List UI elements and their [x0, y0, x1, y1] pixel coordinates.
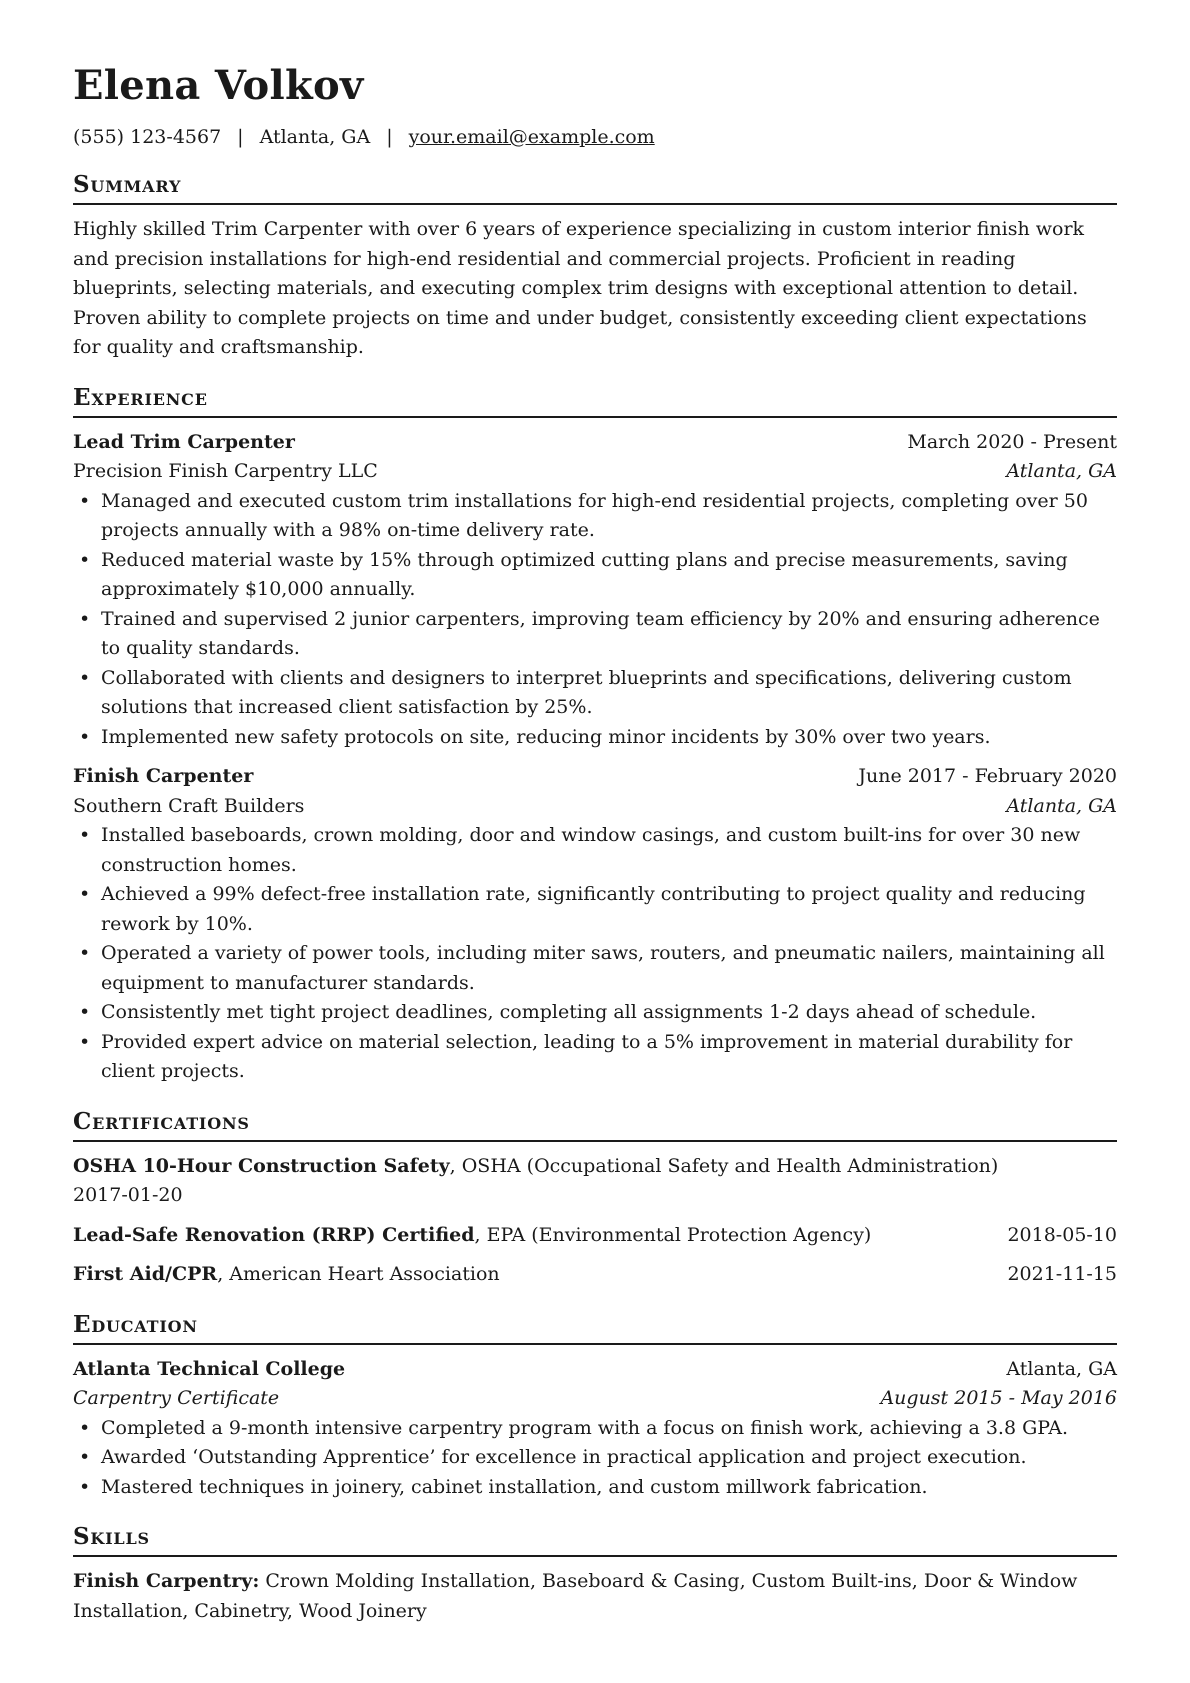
job-location: Atlanta, GA: [1006, 460, 1117, 482]
job-dates: June 2017 - February 2020: [858, 765, 1117, 787]
job-bullets: [73, 487, 1117, 753]
list-item: • Operated a variety of power tools, including miter saws, routers, and pneumatic nailers, maintaining all equipment to manufacturer standards.: [73, 939, 1117, 998]
list-item: • Managed and executed custom trim installations for high-end residential projects, completing over 50 projects annually with a 98% on-time delivery rate.: [73, 487, 1117, 546]
job-dates: March 2020 - Present: [907, 430, 1117, 453]
job-entry: [73, 428, 1117, 753]
list-item: • Mastered techniques in joinery, cabinet installation, and custom millwork fabrication.: [73, 1473, 1117, 1503]
list-item: • Consistently met tight project deadlines, completing all assignments 1-2 days ahead of schedule.: [73, 998, 1117, 1028]
skills-label: Finish Carpentry:: [73, 1570, 260, 1592]
certification-entry: [73, 1260, 1117, 1290]
list-item: • Reduced material waste by 15% through optimized cutting plans and precise measurements, saving approximately $10,000 annually.: [73, 546, 1117, 605]
list-item: • Installed baseboards, crown molding, door and window casings, and custom built-ins for over 30 new construction homes.: [73, 821, 1117, 880]
summary-text: Highly skilled Trim Carpenter with over 6 years of experience specializing in custom interior finish work and precision installations for high-end residential and commercial projects. Proficient in reading blueprints, selecting materials, and executing complex trim designs with exceptional attention to detail. Proven ability to complete projects on time and under budget, consistently exceeding client expectations for quality and craftsmanship.: [73, 218, 1087, 358]
cert-date: 2021-11-15: [1007, 1263, 1117, 1285]
education-dates: August 2015 - May 2016: [880, 1387, 1117, 1409]
list-item: • Implemented new safety protocols on site, reducing minor incidents by 30% over two years.: [73, 723, 1117, 753]
cert-date: 2018-05-10: [1007, 1223, 1117, 1246]
section-title-certifications: Certifications: [73, 1107, 1117, 1142]
list-item: • Provided expert advice on material selection, leading to a 5% improvement in material durability for client projects.: [73, 1028, 1117, 1087]
list-item: • Collaborated with clients and designers to interpret blueprints and specifications, delivering custom solutions that increased client satisfaction by 25%.: [73, 664, 1117, 723]
list-item: • Achieved a 99% defect-free installation rate, significantly contributing to project quality and reducing rework by 10%.: [73, 880, 1117, 939]
job-role: Finish Carpenter: [73, 765, 254, 787]
school-name: Atlanta Technical College: [73, 1357, 346, 1380]
skills-entry: [73, 1567, 1117, 1626]
cert-name: OSHA 10-Hour Construction Safety: [73, 1154, 450, 1177]
section-title-education: Education: [73, 1310, 1117, 1345]
cert-issuer: , American Heart Association: [217, 1263, 500, 1285]
skills-text: Crown Molding Installation, Baseboard & Casing, Custom Built-ins, Door & Window Installation, Cabinetry, Wood Joinery: [73, 1570, 1078, 1622]
contact-line: [73, 124, 1117, 150]
job-bullets: [73, 821, 1117, 1087]
cert-name: First Aid/CPR: [73, 1263, 218, 1285]
job-company: Precision Finish Carpentry LLC: [73, 460, 378, 482]
separator: |: [386, 126, 393, 148]
section-title-skills: Skills: [73, 1522, 1117, 1557]
cert-issuer: , EPA (Environmental Protection Agency): [474, 1223, 872, 1246]
job-location: Atlanta, GA: [1006, 794, 1117, 817]
phone: (555) 123-4567: [73, 126, 222, 148]
job-company: Southern Craft Builders: [73, 794, 305, 817]
section-title-experience: Experience: [73, 383, 1117, 418]
list-item: • Trained and supervised 2 junior carpenters, improving team efficiency by 20% and ensuring adherence to quality standards.: [73, 605, 1117, 664]
certification-entry: [73, 1221, 1117, 1251]
program-name: Carpentry Certificate: [73, 1387, 280, 1409]
section-title-summary: Summary: [73, 170, 1117, 205]
certification-entry: [73, 1152, 1117, 1211]
job-role: Lead Trim Carpenter: [73, 430, 295, 453]
education-bullets: [73, 1414, 1117, 1503]
candidate-name: Elena Volkov: [73, 62, 364, 109]
education-entry: [73, 1355, 1117, 1503]
school-location: Atlanta, GA: [1006, 1357, 1117, 1380]
cert-issuer: , OSHA (Occupational Safety and Health Administration): [449, 1154, 999, 1177]
cert-date: 2017-01-20: [73, 1184, 183, 1206]
job-entry: [73, 762, 1117, 1087]
cert-name: Lead-Safe Renovation (RRP) Certified: [73, 1223, 475, 1246]
location: Atlanta, GA: [259, 126, 371, 148]
separator: |: [237, 126, 244, 148]
list-item: • Awarded ‘Outstanding Apprentice’ for excellence in practical application and project execution.: [73, 1443, 1117, 1473]
email-link[interactable]: your.email@example.com: [408, 126, 655, 148]
list-item: • Completed a 9-month intensive carpentry program with a focus on finish work, achieving a 3.8 GPA.: [73, 1414, 1117, 1444]
